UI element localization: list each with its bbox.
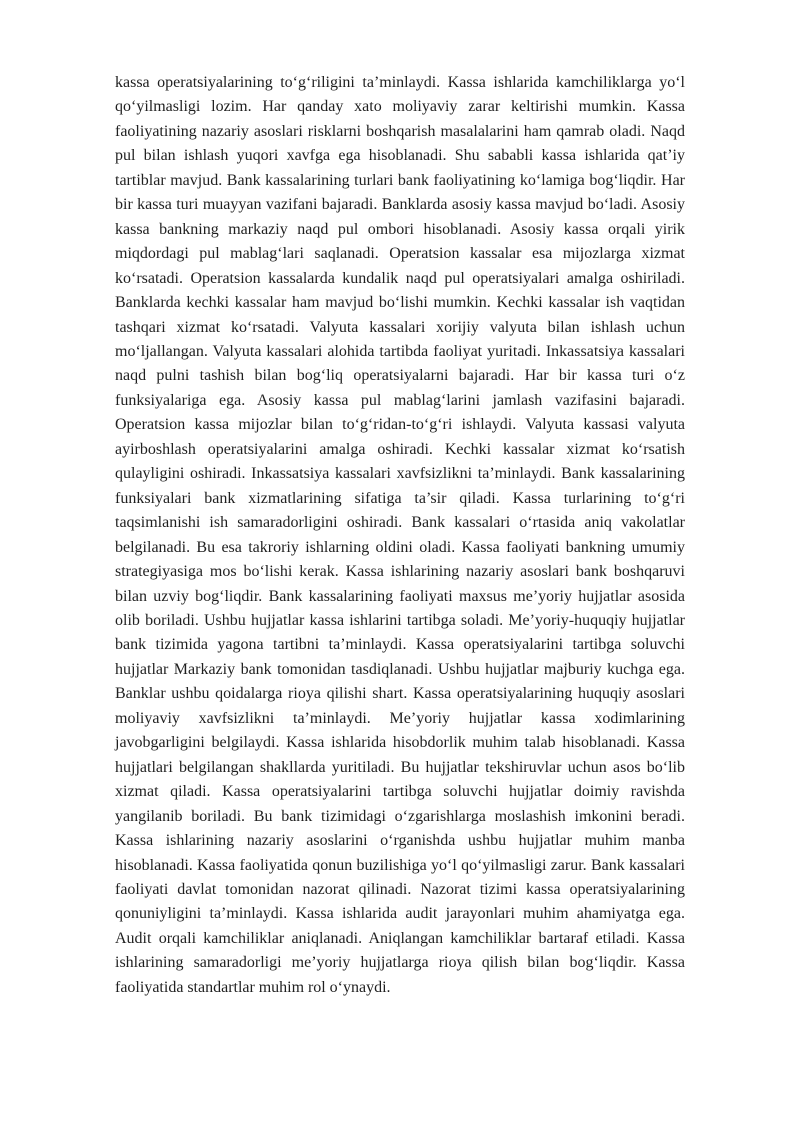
body-paragraph: kassa operatsiyalarining to‘g‘riligini ta’minlaydi. Kassa ishlarida kamchiliklarga yo‘l qo‘yilmasligi lozim. Har qanday xato moliyaviy zarar keltirishi mumkin. Kassa faoliyatining nazariy asoslari risklarni boshqarish masalalarini ham qamrab oladi. Naqd pul bilan ishlash yuqori xavfga ega hisoblanadi. Shu sababli kassa ishlarida qat’iy tartiblar mavjud. Bank kassalarining turlari bank faoliyatining ko‘lamiga bog‘liqdir. Har bir kassa turi muayyan vazifani bajaradi. Banklarda asosiy kassa mavjud bo‘ladi. Asosiy kassa bankning markaziy naqd pul ombori hisoblanadi. Asosiy kassa orqali yirik miqdordagi pul mablag‘lari saqlanadi. Operatsion kassalar esa mijozlarga xizmat ko‘rsatadi. Operatsion kassalarda kundalik naqd pul operatsiyalari amalga oshiriladi. Banklarda kechki kassalar ham mavjud bo‘lishi mumkin. Kechki kassalar ish vaqtidan tashqari xizmat ko‘rsatadi. Valyuta kassalari xorijiy valyuta bilan ishlash uchun mo‘ljallangan. Valyuta kassalari alohida tartibda faoliyat yuritadi. Inkassatsiya kassalari naqd pulni tashish bilan bog‘liq operatsiyalarni bajaradi. Har bir kassa turi o‘z funksiyalariga ega. Asosiy kassa pul mablag‘larini jamlash vazifasini bajaradi. Operatsion kassa mijozlar bilan to‘g‘ridan-to‘g‘ri ishlaydi. Valyuta kassasi valyuta ayirboshlash operatsiyalarini amalga oshiradi. Kechki kassalar xizmat ko‘rsatish qulayligini oshiradi. Inkassatsiya kassalari xavfsizlikni ta’minlaydi. Bank kassalarining funksiyalari bank xizmatlarining sifatiga ta’sir qiladi. Kassa turlarining to‘g‘ri taqsimlanishi ish samaradorligini oshiradi. Bank kassalari o‘rtasida aniq vakolatlar belgilanadi. Bu esa takroriy ishlarning oldini oladi. Kassa faoliyati bankning umumiy strategiyasiga mos bo‘lishi kerak. Kassa ishlarining nazariy asoslari bank boshqaruvi bilan uzviy bog‘liqdir. Bank kassalarining faoliyati maxsus me’yoriy hujjatlar asosida olib boriladi. Ushbu hujjatlar kassa ishlarini tartibga soladi. Me’yoriy-huquqiy hujjatlar bank tizimida yagona tartibni ta’minlaydi. Kassa operatsiyalarini tartibga soluvchi hujjatlar Markaziy bank tomonidan tasdiqlanadi. Ushbu hujjatlar majburiy kuchga ega. Banklar ushbu qoidalarga rioya qilishi shart. Kassa operatsiyalarining huquqiy asoslari moliyaviy xavfsizlikni ta’minlaydi. Me’yoriy hujjatlar kassa xodimlarining javobgarligini belgilaydi. Kassa ishlarida hisobdorlik muhim talab hisoblanadi. Kassa hujjatlari belgilangan shakllarda yuritiladi. Bu hujjatlar tekshiruvlar uchun asos bo‘lib xizmat qiladi. Kassa operatsiyalarini tartibga soluvchi hujjatlar doimiy ravishda yangilanib boriladi. Bu bank tizimidagi o‘zgarishlarga moslashish imkonini beradi. Kassa ishlarining nazariy asoslarini o‘rganishda ushbu hujjatlar muhim manba hisoblanadi. Kassa faoliyatida qonun buzilishiga yo‘l qo‘yilmasligi zarur. Bank kassalari faoliyati davlat tomonidan nazorat qilinadi. Nazorat tizimi kassa operatsiyalarining qonuniyligini ta’minlaydi. Kassa ishlarida audit jarayonlari muhim ahamiyatga ega. Audit orqali kamchiliklar aniqlanadi. Aniqlangan kamchiliklar bartaraf etiladi. Kassa ishlarining samaradorligi me’yoriy hujjatlarga rioya qilish bilan bog‘liqdir. Kassa faoliyatida standartlar muhim rol o‘ynaydi. [115,74,685,996]
